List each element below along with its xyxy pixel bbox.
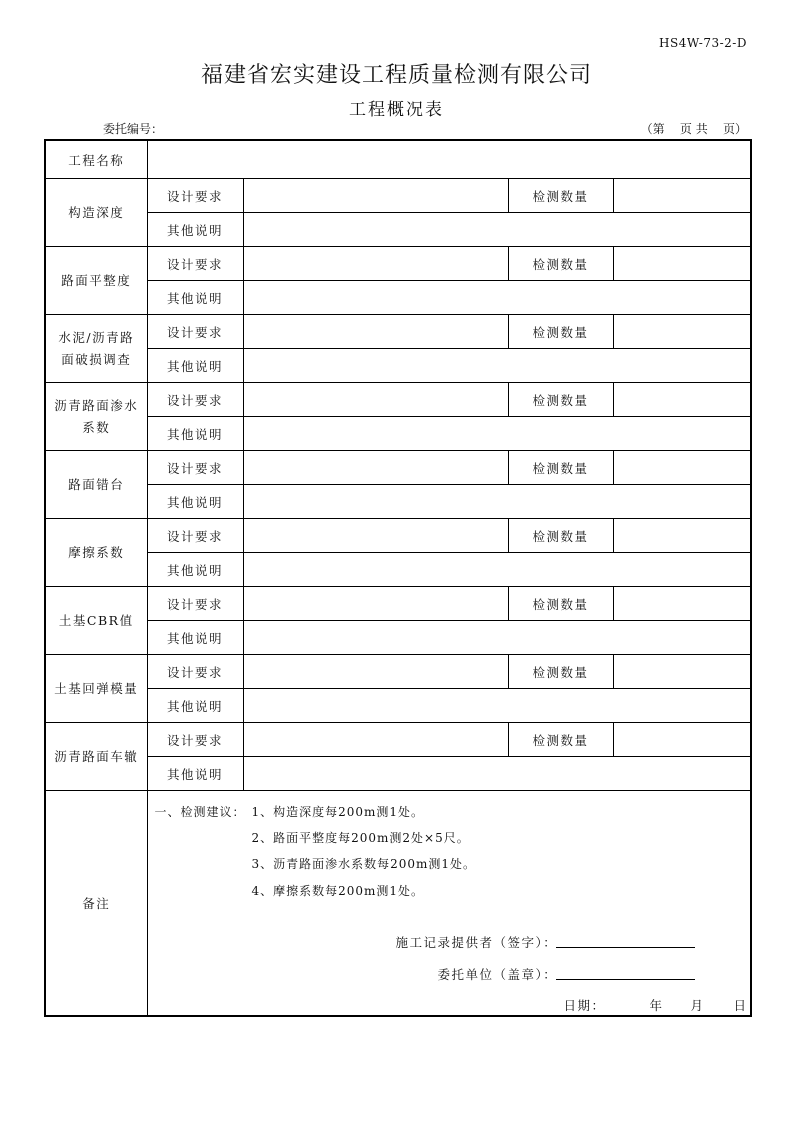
section-name bbox=[45, 315, 147, 383]
commission-number-label: 委托编号： bbox=[103, 122, 164, 136]
section-name-line1: 土基CBR值 bbox=[58, 612, 134, 628]
form-subtitle: 工程概况表 bbox=[349, 100, 444, 120]
section-design-row bbox=[45, 519, 751, 553]
test-quantity-label: 检测数量 bbox=[508, 587, 613, 621]
other-notes-field[interactable] bbox=[243, 553, 751, 587]
other-notes-label: 其他说明 bbox=[147, 417, 243, 451]
section-other-row bbox=[45, 213, 751, 247]
section-design-row bbox=[45, 655, 751, 689]
design-requirement-label: 设计要求 bbox=[147, 383, 243, 417]
test-quantity-label: 检测数量 bbox=[508, 451, 613, 485]
section-design-row bbox=[45, 587, 751, 621]
other-notes-label: 其他说明 bbox=[147, 349, 243, 383]
entrusting-unit-line[interactable] bbox=[556, 979, 695, 980]
section-name-line1: 路面错台 bbox=[68, 476, 125, 492]
project-name-label: 工程名称 bbox=[45, 140, 147, 179]
other-notes-label: 其他说明 bbox=[147, 621, 243, 655]
advice-item: 3、沥青路面渗水系数每200m测1处。 bbox=[251, 857, 477, 871]
test-quantity-field[interactable] bbox=[613, 179, 751, 213]
other-notes-field[interactable] bbox=[243, 281, 751, 315]
section-name bbox=[45, 451, 147, 519]
other-notes-field[interactable] bbox=[243, 485, 751, 519]
section-name bbox=[45, 179, 147, 247]
remarks-row bbox=[45, 791, 751, 1017]
test-quantity-label: 检测数量 bbox=[508, 179, 613, 213]
section-name-line1: 沥青路面车辙 bbox=[54, 748, 139, 764]
company-title: 福建省宏实建设工程质量检测有限公司 bbox=[200, 63, 592, 88]
section-name-line1: 路面平整度 bbox=[61, 272, 132, 288]
remarks-content bbox=[147, 791, 751, 1017]
other-notes-label: 其他说明 bbox=[147, 757, 243, 791]
other-notes-label: 其他说明 bbox=[147, 485, 243, 519]
test-quantity-label: 检测数量 bbox=[508, 723, 613, 757]
section-design-row bbox=[45, 315, 751, 349]
section-name-line1: 摩擦系数 bbox=[68, 544, 125, 560]
section-name bbox=[45, 519, 147, 587]
design-requirement-label: 设计要求 bbox=[147, 723, 243, 757]
section-name-line2: 面破损调查 bbox=[61, 351, 132, 367]
date-day: 日 bbox=[733, 998, 748, 1013]
section-name-line1: 水泥/沥青路 bbox=[58, 329, 135, 345]
test-quantity-field[interactable] bbox=[613, 451, 751, 485]
section-other-row bbox=[45, 689, 751, 723]
section-name bbox=[45, 247, 147, 315]
other-notes-field[interactable] bbox=[243, 349, 751, 383]
other-notes-label: 其他说明 bbox=[147, 213, 243, 247]
test-quantity-field[interactable] bbox=[613, 247, 751, 281]
section-other-row bbox=[45, 417, 751, 451]
section-design-row bbox=[45, 383, 751, 417]
section-name bbox=[45, 587, 147, 655]
section-design-row bbox=[45, 247, 751, 281]
test-quantity-field[interactable] bbox=[613, 655, 751, 689]
design-requirement-field[interactable] bbox=[243, 723, 508, 757]
advice-title: 一、检测建议： bbox=[154, 805, 246, 819]
provider-signature-line[interactable] bbox=[556, 947, 695, 948]
form-code: HS4W-73-2-D bbox=[659, 36, 747, 50]
design-requirement-field[interactable] bbox=[243, 179, 508, 213]
advice-item: 4、摩擦系数每200m测1处。 bbox=[251, 884, 425, 898]
design-requirement-label: 设计要求 bbox=[147, 655, 243, 689]
section-name-line2: 系数 bbox=[82, 419, 111, 435]
entrusting-unit-label: 委托单位（盖章）： bbox=[437, 967, 558, 982]
test-quantity-field[interactable] bbox=[613, 587, 751, 621]
other-notes-field[interactable] bbox=[243, 621, 751, 655]
section-name bbox=[45, 383, 147, 451]
section-other-row bbox=[45, 485, 751, 519]
section-name-line1: 沥青路面渗水 bbox=[54, 397, 139, 413]
section-design-row bbox=[45, 179, 751, 213]
section-other-row bbox=[45, 349, 751, 383]
other-notes-field[interactable] bbox=[243, 213, 751, 247]
advice-item: 1、构造深度每200m测1处。 bbox=[251, 805, 425, 819]
project-overview-table bbox=[44, 139, 752, 1017]
test-quantity-field[interactable] bbox=[613, 383, 751, 417]
test-quantity-label: 检测数量 bbox=[508, 519, 613, 553]
section-name bbox=[45, 655, 147, 723]
test-quantity-label: 检测数量 bbox=[508, 383, 613, 417]
section-name-line1: 构造深度 bbox=[68, 204, 125, 220]
other-notes-field[interactable] bbox=[243, 757, 751, 791]
other-notes-field[interactable] bbox=[243, 417, 751, 451]
design-requirement-label: 设计要求 bbox=[147, 587, 243, 621]
date-month: 月 bbox=[690, 998, 705, 1013]
design-requirement-label: 设计要求 bbox=[147, 451, 243, 485]
test-quantity-label: 检测数量 bbox=[508, 315, 613, 349]
design-requirement-field[interactable] bbox=[243, 247, 508, 281]
date-label: 日期： bbox=[563, 998, 606, 1013]
test-quantity-field[interactable] bbox=[613, 519, 751, 553]
design-requirement-label: 设计要求 bbox=[147, 519, 243, 553]
remarks-label: 备注 bbox=[45, 791, 147, 1017]
date-year: 年 bbox=[649, 998, 664, 1013]
project-name-field[interactable] bbox=[147, 140, 751, 179]
design-requirement-field[interactable] bbox=[243, 315, 508, 349]
design-requirement-field[interactable] bbox=[243, 587, 508, 621]
section-other-row bbox=[45, 281, 751, 315]
section-name bbox=[45, 723, 147, 791]
page-info: （第 页 共 页） bbox=[640, 122, 747, 136]
design-requirement-label: 设计要求 bbox=[147, 247, 243, 281]
test-quantity-field[interactable] bbox=[613, 315, 751, 349]
section-name-line1: 土基回弹模量 bbox=[54, 680, 139, 696]
section-other-row bbox=[45, 757, 751, 791]
other-notes-field[interactable] bbox=[243, 689, 751, 723]
section-other-row bbox=[45, 621, 751, 655]
project-name-row bbox=[45, 140, 751, 179]
design-requirement-field[interactable] bbox=[243, 383, 508, 417]
design-requirement-field[interactable] bbox=[243, 451, 508, 485]
design-requirement-field[interactable] bbox=[243, 655, 508, 689]
section-design-row bbox=[45, 451, 751, 485]
design-requirement-label: 设计要求 bbox=[147, 179, 243, 213]
test-quantity-label: 检测数量 bbox=[508, 247, 613, 281]
design-requirement-field[interactable] bbox=[243, 519, 508, 553]
section-design-row bbox=[45, 723, 751, 757]
provider-signature-label: 施工记录提供者（签字）： bbox=[395, 935, 558, 950]
other-notes-label: 其他说明 bbox=[147, 553, 243, 587]
other-notes-label: 其他说明 bbox=[147, 689, 243, 723]
other-notes-label: 其他说明 bbox=[147, 281, 243, 315]
advice-item: 2、路面平整度每200m测2处×5尺。 bbox=[251, 831, 470, 845]
test-quantity-label: 检测数量 bbox=[508, 655, 613, 689]
design-requirement-label: 设计要求 bbox=[147, 315, 243, 349]
test-quantity-field[interactable] bbox=[613, 723, 751, 757]
section-other-row bbox=[45, 553, 751, 587]
